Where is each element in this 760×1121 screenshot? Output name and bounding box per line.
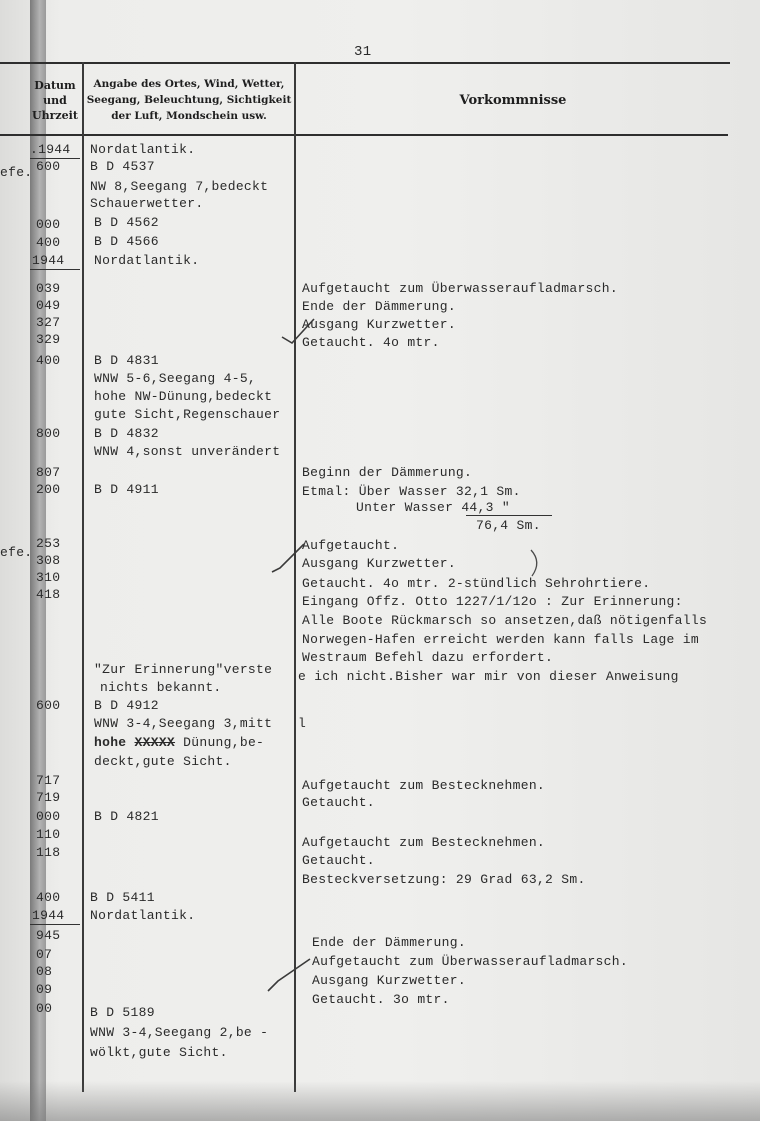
event-line: Eingang Offz. Otto 1227/1/12o : Zur Erinnerung:: [302, 594, 683, 609]
header-col1-line: Datum: [34, 79, 76, 92]
header-col2-line: der Luft, Mondschein usw.: [111, 110, 267, 122]
time-entry: 418: [36, 587, 61, 602]
time-entry: 118: [36, 845, 61, 860]
location-line: B D 5411: [90, 890, 155, 905]
time-entry: 049: [36, 298, 61, 313]
time-entry: 719: [36, 790, 61, 805]
sum-underline: [466, 515, 552, 516]
date-underline: [30, 269, 80, 270]
time-entry: 09: [36, 982, 53, 997]
header-col3: Vorkommnisse: [459, 93, 567, 108]
time-entry: 00: [36, 1001, 53, 1016]
event-line: e ich nicht.Bisher war mir von dieser Anweisung: [298, 669, 679, 684]
weather-word: Dünung,be-: [183, 735, 265, 750]
time-entry: 200: [36, 482, 61, 497]
event-line: Aufgetaucht.: [302, 538, 400, 553]
time-entry: 07: [36, 947, 53, 962]
weather-word-bold: hohe: [94, 735, 127, 750]
location-line: B D 4831: [94, 353, 159, 368]
location-line: Nordatlantik.: [90, 908, 196, 923]
weather-line: WNW 3-4,Seegang 3,mitt: [94, 716, 273, 731]
location-line: B D 4566: [94, 234, 159, 249]
event-line: l: [298, 716, 307, 731]
note-line: nichts bekannt.: [100, 680, 222, 695]
location-line: Nordatlantik.: [90, 142, 196, 157]
margin-fragment: efe.: [0, 165, 33, 180]
weather-line: [94, 734, 264, 751]
time-entry: 1944: [32, 253, 65, 268]
event-line: Ausgang Kurzwetter.: [302, 556, 456, 571]
header-bottom-rule: [0, 134, 728, 136]
note-line: "Zur Erinnerung"verste: [94, 662, 273, 677]
check-mark-icon: [278, 315, 318, 345]
bracket-mark-icon: [528, 548, 544, 578]
event-line: Ende der Dämmerung.: [302, 299, 456, 314]
header-col1-line: und: [43, 94, 67, 107]
time-entry: 327: [36, 315, 61, 330]
weather-line: WNW 4,sonst unverändert: [94, 444, 281, 459]
event-line: Unter Wasser 44,3 ": [356, 500, 510, 515]
event-line: Aufgetaucht zum Überwasseraufladmarsch.: [302, 281, 618, 296]
event-line: Norwegen-Hafen erreicht werden kann falls Lage im: [302, 632, 699, 647]
margin-fragment: efe.: [0, 545, 33, 560]
check-mark-icon: [264, 955, 314, 995]
time-entry: 400: [36, 353, 61, 368]
weather-line: WNW 3-4,Seegang 2,be -: [90, 1025, 269, 1040]
location-line: B D 4912: [94, 698, 159, 713]
page-number: 31: [354, 44, 372, 60]
time-entry: 000: [36, 809, 61, 824]
location-line: B D 4832: [94, 426, 159, 441]
weather-line: Schauerwetter.: [90, 196, 204, 211]
weather-line: NW 8,Seegang 7,bedeckt: [90, 179, 269, 194]
weather-line: gute Sicht,Regenschauer: [94, 407, 281, 422]
header-col1-line: Uhrzeit: [32, 109, 78, 122]
event-line: Getaucht. 4o mtr. 2-stündlich Sehrohrtiere.: [302, 576, 651, 591]
event-line: Alle Boote Rückmarsch so ansetzen,daß nötigenfalls: [302, 613, 708, 628]
date-underline: [30, 924, 80, 925]
weather-line: wölkt,gute Sicht.: [90, 1045, 228, 1060]
strikeout-text: XXXXX: [134, 735, 176, 750]
event-line: Ausgang Kurzwetter.: [302, 317, 456, 332]
event-line: Aufgetaucht zum Bestecknehmen.: [302, 835, 546, 850]
header-top-rule: [0, 62, 730, 64]
time-entry: 400: [36, 235, 61, 250]
event-line: Ende der Dämmerung.: [312, 935, 466, 950]
event-line: Etmal: Über Wasser 32,1 Sm.: [302, 484, 521, 499]
location-line: B D 4562: [94, 215, 159, 230]
weather-line: hohe NW-Dünung,bedeckt: [94, 389, 273, 404]
time-entry: 110: [36, 827, 61, 842]
time-entry: 08: [36, 964, 53, 979]
location-line: B D 4537: [90, 159, 155, 174]
time-entry: .1944: [30, 142, 71, 157]
time-entry: 800: [36, 426, 61, 441]
header-col2-line: Seegang, Beleuchtung, Sichtigkeit: [86, 94, 292, 106]
time-entry: 039: [36, 281, 61, 296]
time-entry: 807: [36, 465, 61, 480]
weather-line: deckt,gute Sicht.: [94, 754, 232, 769]
time-entry: 329: [36, 332, 61, 347]
page-bottom-shadow: [0, 1081, 760, 1121]
location-line: Nordatlantik.: [94, 253, 200, 268]
time-entry: 000: [36, 217, 61, 232]
event-line: Ausgang Kurzwetter.: [312, 973, 466, 988]
event-line: Aufgetaucht zum Überwasseraufladmarsch.: [312, 954, 628, 969]
event-line: 76,4 Sm.: [476, 518, 541, 533]
time-entry: 253: [36, 536, 61, 551]
header-col2: [86, 76, 292, 124]
event-line: Getaucht. 3o mtr.: [312, 992, 450, 1007]
time-entry: 400: [36, 890, 61, 905]
time-entry: 945: [36, 928, 61, 943]
event-line: Aufgetaucht zum Bestecknehmen.: [302, 778, 546, 793]
time-entry: 600: [36, 698, 61, 713]
header-col1: [28, 78, 82, 123]
event-line: Getaucht.: [302, 795, 375, 810]
event-line: Beginn der Dämmerung.: [302, 465, 473, 480]
column-rule-1: [82, 62, 84, 1092]
location-line: B D 4821: [94, 809, 159, 824]
time-entry: 600: [36, 159, 61, 174]
event-line: Westraum Befehl dazu erfordert.: [302, 650, 554, 665]
event-line: Getaucht. 4o mtr.: [302, 335, 440, 350]
time-entry: 310: [36, 570, 61, 585]
time-entry: 717: [36, 773, 61, 788]
check-mark-icon: [268, 538, 308, 578]
weather-line: WNW 5-6,Seegang 4-5,: [94, 371, 257, 386]
time-entry: 1944: [32, 908, 65, 923]
event-line: Getaucht.: [302, 853, 375, 868]
location-line: B D 4911: [94, 482, 159, 497]
location-line: B D 5189: [90, 1005, 155, 1020]
header-col2-line: Angabe des Ortes, Wind, Wetter,: [93, 78, 285, 90]
event-line: Besteckversetzung: 29 Grad 63,2 Sm.: [302, 872, 586, 887]
time-entry: 308: [36, 553, 61, 568]
